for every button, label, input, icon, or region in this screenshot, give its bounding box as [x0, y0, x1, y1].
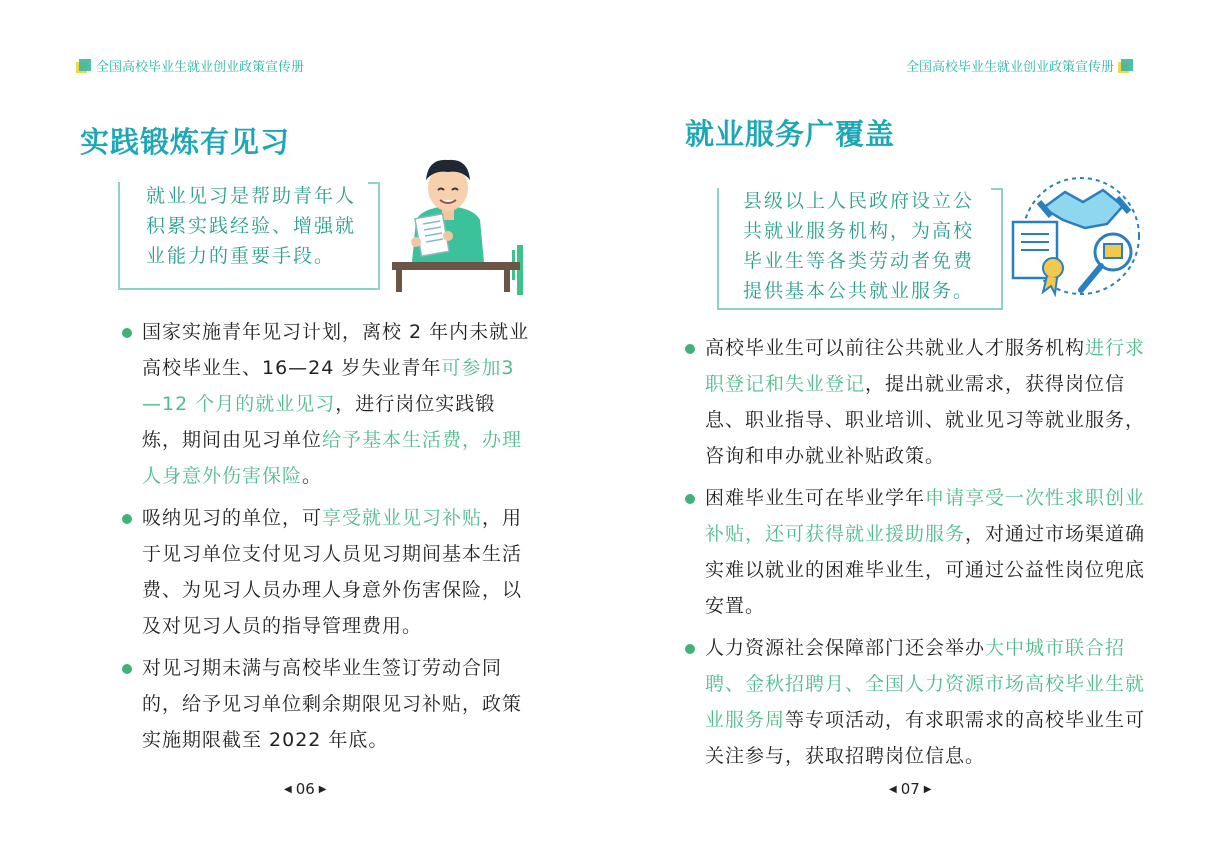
highlighted-text: 大中城市联合招聘、金秋招聘月、全国人力资源市场高校毕业生就业服务周	[705, 637, 1146, 731]
page-title: 实践锻炼有见习	[80, 125, 291, 159]
list-item	[122, 650, 534, 758]
intro-box	[118, 182, 380, 290]
list-item	[685, 330, 1147, 474]
page-number: ◀ 07 ▶	[889, 780, 932, 798]
header-tag-icon	[76, 58, 92, 74]
header-tag-icon	[1118, 58, 1134, 74]
bullet-text: 。	[302, 465, 323, 487]
bullet-text: ，用于见习单位支付见习人员见习期间基本生活费、为见习人员办理人身意外伤害保险，以及对见习人员的指导管理费用。	[142, 507, 523, 637]
list-item	[122, 500, 534, 644]
highlighted-text: 申请享受一次性求职创业补贴，还可获得就业援助服务	[705, 487, 1146, 545]
bullet-text: 吸纳见习的单位，可	[142, 507, 323, 529]
list-item	[685, 480, 1147, 624]
bullet-text: ，提出就业需求，获得岗位信息、职业指导、职业培训、就业见习等就业服务，咨询和申办就业补贴政策。	[705, 373, 1146, 467]
highlighted-text: 进行求职登记和失业登记	[705, 337, 1146, 395]
highlighted-text: 享受就业见习补贴	[322, 507, 483, 529]
left-triangle-icon: ◀	[284, 783, 292, 795]
handshake-certificate-magnifier-illustration	[1003, 172, 1153, 302]
bullet-text: 困难毕业生可在毕业学年	[705, 487, 926, 509]
header-tag-text: 全国高校毕业生就业创业政策宣传册	[905, 60, 1114, 75]
header-tag-right	[906, 56, 1134, 75]
bullet-text: 人力资源社会保障部门还会举办	[705, 637, 986, 659]
right-page	[605, 0, 1210, 868]
intro-box	[717, 188, 1003, 310]
bullet-text: 对见习期未满与高校毕业生签订劳动合同的，给予见习单位剩余期限见习补贴，政策实施期限截至 2022 年底。	[142, 657, 523, 751]
header-tag-left	[76, 56, 304, 75]
highlighted-text: 可参加3—12 个月的就业见习	[142, 357, 515, 415]
right-triangle-icon: ▶	[318, 783, 327, 795]
list-item	[685, 630, 1147, 774]
left-triangle-icon: ◀	[889, 783, 897, 795]
page-number: ◀ 06 ▶	[284, 780, 327, 798]
intro-text: 县级以上人民政府设立公共就业服务机构，为高校毕业生等各类劳动者免费提供基本公共就业服务。	[743, 190, 975, 302]
man-reading-document-illustration	[392, 150, 532, 298]
header-tag-text: 全国高校毕业生就业创业政策宣传册	[96, 60, 305, 75]
page-title: 就业服务广覆盖	[685, 117, 896, 151]
right-triangle-icon: ▶	[923, 783, 932, 795]
bullet-text: 国家实施青年见习计划，离校 2 年内未就业高校毕业生、16—24 岁失业青年	[142, 321, 530, 379]
intro-text: 就业见习是帮助青年人积累实践经验、增强就业能力的重要手段。	[146, 185, 357, 267]
bullet-list	[685, 330, 1147, 780]
bullet-list	[122, 314, 534, 764]
list-item	[122, 314, 534, 494]
bullet-text: 高校毕业生可以前往公共就业人才服务机构	[705, 337, 1086, 359]
bullet-text: ，对通过市场渠道确实难以就业的困难毕业生，可通过公益性岗位兜底安置。	[705, 523, 1146, 617]
bullet-text: 等专项活动，有求职需求的高校毕业生可关注参与，获取招聘岗位信息。	[705, 709, 1146, 767]
highlighted-text: 给予基本生活费，办理人身意外伤害保险	[142, 429, 523, 487]
bullet-text: ，进行岗位实践锻炼，期间由见习单位	[142, 393, 496, 451]
